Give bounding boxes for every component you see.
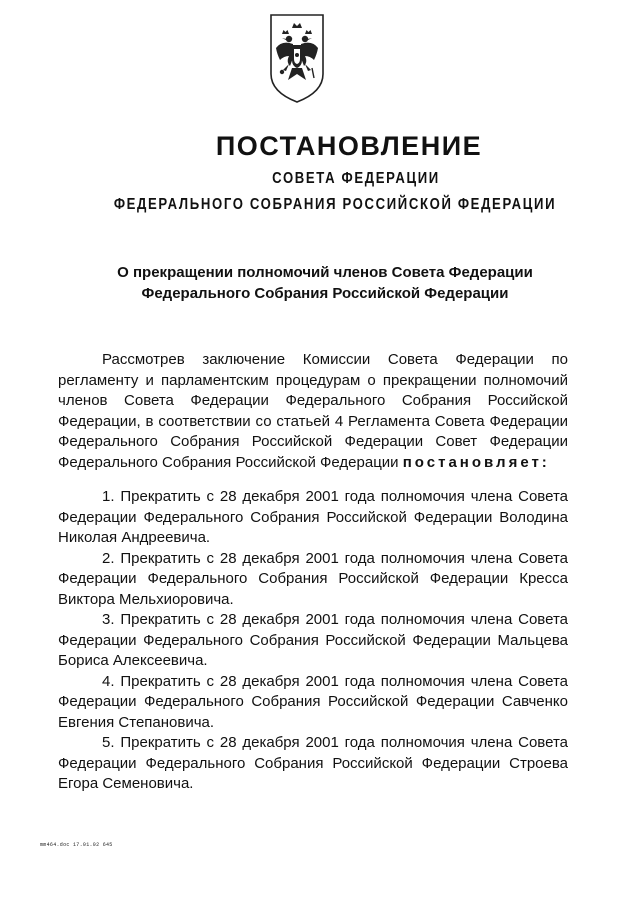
resolution-item: 3. Прекратить с 28 декабря 2001 года полномочия члена Совета Федерации Федерального Собрания Российской Федерации Мальцева Бориса Алексеевича.: [58, 611, 568, 669]
document-body: [58, 350, 568, 795]
issuer-line-1: СОВЕТА ФЕДЕРАЦИИ: [272, 170, 440, 187]
subject-line-1: О прекращении полномочий членов Совета Федерации: [117, 264, 533, 281]
document-header: [0, 130, 640, 218]
resolution-item: 5. Прекратить с 28 декабря 2001 года полномочия члена Совета Федерации Федерального Собрания Российской Федерации Строева Егора Семеновича.: [58, 734, 568, 792]
resolves-word: постановляет:: [402, 453, 550, 471]
preamble-text: Рассмотрев заключение Комиссии Совета Федерации по регламенту и парламентским процедурам о прекращении полномочий членов Совета Федерации Федерального Собрания Российской Федерации, в соответствии со статьей 4 Регламента Совета Федерации Федерального Собрания Российской Федерации Совет Федерации Федерального Собрания Российской Федерации: [58, 351, 568, 471]
coat-of-arms-icon: [268, 12, 326, 104]
resolution-item: 4. Прекратить с 28 декабря 2001 года полномочия члена Совета Федерации Федерального Собрания Российской Федерации Савченко Евгения Степановича.: [58, 672, 568, 731]
resolution-item: 2. Прекратить с 28 декабря 2001 года полномочия члена Совета Федерации Федерального Собрания Российской Федерации Кресса Виктора Мельхиоровича.: [58, 549, 568, 608]
document-title: ПОСТАНОВЛЕНИЕ: [215, 131, 483, 161]
resolution-items: [58, 487, 568, 795]
issuer-line-2: ФЕДЕРАЛЬНОГО СОБРАНИЯ РОССИЙСКОЙ ФЕДЕРАЦИИ: [113, 196, 557, 213]
file-stamp: mm464.doc 17.01.02 645: [40, 842, 113, 848]
subject-line-2: Федерального Собрания Российской Федерации: [141, 285, 509, 302]
resolution-item: 1. Прекратить с 28 декабря 2001 года полномочия члена Совета Федерации Федерального Собрания Российской Федерации Володина Николая Андреевича.: [58, 488, 568, 546]
document-subject: [0, 262, 640, 304]
preamble-paragraph: [58, 350, 568, 473]
